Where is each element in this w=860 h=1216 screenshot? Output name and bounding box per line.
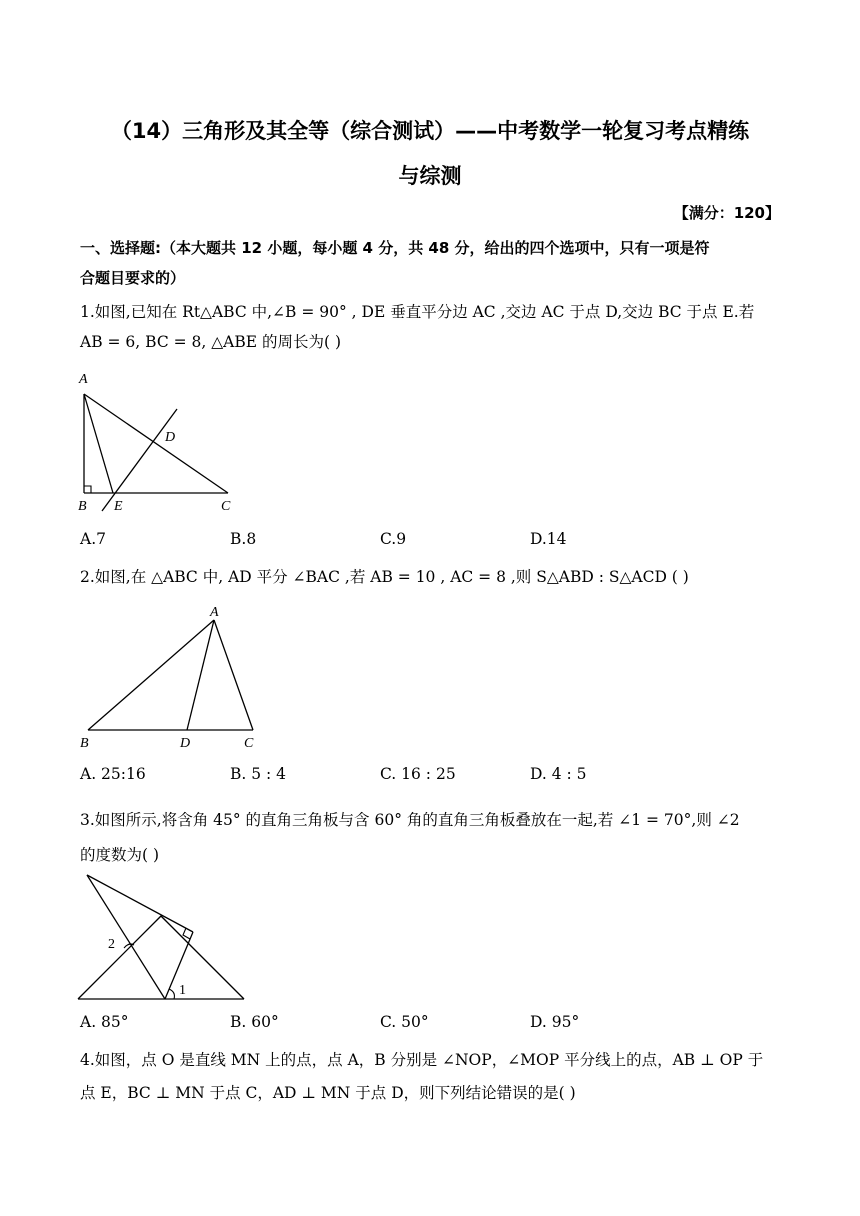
label-e: E [114,499,123,514]
question-1-figure [70,368,260,518]
full-score-label: 【满分：120】 [673,204,780,222]
question-1-option-d[interactable]: D.14 [530,530,567,548]
question-2-stem-line-1: 2.如图,在 △ABC 中, AD 平分 ∠BAC ,若 AB = 10 , AC = 8 ,则 S△ABD : S△ACD ( ) [80,568,689,586]
question-1-option-a[interactable]: A.7 [80,530,106,548]
question-3-stem-line-1: 3.如图所示,将含角 45° 的直角三角板与含 60° 角的直角三角板叠放在一起,若 ∠1 = 70°,则 ∠2 [80,811,740,829]
segment-ae [84,394,113,493]
section-heading-line-1: 一、选择题:（本大题共 12 小题，每小题 4 分，共 48 分，给出的四个选项中，只有一项是符 [80,239,710,257]
page-title-line-2: 与综测 [398,164,462,188]
segment-ac [84,394,228,493]
label-b: B [80,736,89,751]
label-c: C [221,499,231,514]
question-1-stem-line-2: AB = 6, BC = 8, △ABE 的周长为( ) [80,333,342,351]
label-d: D [180,736,191,751]
question-2-option-d[interactable]: D. 4 : 5 [530,765,587,783]
question-2-option-a[interactable]: A. 25:16 [80,765,146,783]
label-d: D [165,430,176,445]
question-2-option-b[interactable]: B. 5 : 4 [230,765,287,783]
angle-label-2: 2 [108,937,115,952]
angle-label-1: 1 [179,983,186,998]
label-a: A [210,605,219,620]
question-2-figure [70,600,270,755]
question-2-option-c[interactable]: C. 16 : 25 [380,765,456,783]
set-square-60-top-edge [87,875,193,932]
label-b: B [78,499,87,514]
question-3-option-a[interactable]: A. 85° [80,1013,129,1031]
angle-1-arc [169,989,174,999]
segment-ac [214,620,253,730]
page-title-line-1: （14）三角形及其全等（综合测试）——中考数学一轮复习考点精练 [110,119,750,143]
question-4-stem-line-1: 4.如图，点 O 是直线 MN 上的点，点 A，B 分别是 ∠NOP，∠MOP 平分线上的点，AB ⊥ OP 于 [80,1051,764,1069]
question-1-option-c[interactable]: C.9 [380,530,407,548]
label-a: A [79,372,88,387]
question-3-option-d[interactable]: D. 95° [530,1013,580,1031]
segment-ad [187,620,214,730]
question-4-stem-line-2: 点 E，BC ⊥ MN 于点 C，AD ⊥ MN 于点 D，则下列结论错误的是( ) [80,1084,576,1102]
section-heading-line-2: 合题目要求的） [80,269,186,287]
segment-ab [88,620,214,730]
set-square-60-hypotenuse [87,875,165,999]
question-1-option-b[interactable]: B.8 [230,530,257,548]
perpendicular-bisector-de [102,409,177,511]
question-1-stem-line-1: 1.如图,已知在 Rt△ABC 中,∠B = 90° , DE 垂直平分边 AC ,交边 AC 于点 D,交边 BC 于点 E.若 [80,303,755,321]
question-3-option-b[interactable]: B. 60° [230,1013,279,1031]
set-square-45-right-leg [161,916,244,999]
question-3-figure [70,868,260,1008]
question-3-stem-line-2: 的度数为( ) [80,846,160,864]
set-square-45-left-leg [78,916,161,999]
question-3-option-c[interactable]: C. 50° [380,1013,429,1031]
right-angle-mark-b [84,486,91,493]
label-c: C [244,736,254,751]
